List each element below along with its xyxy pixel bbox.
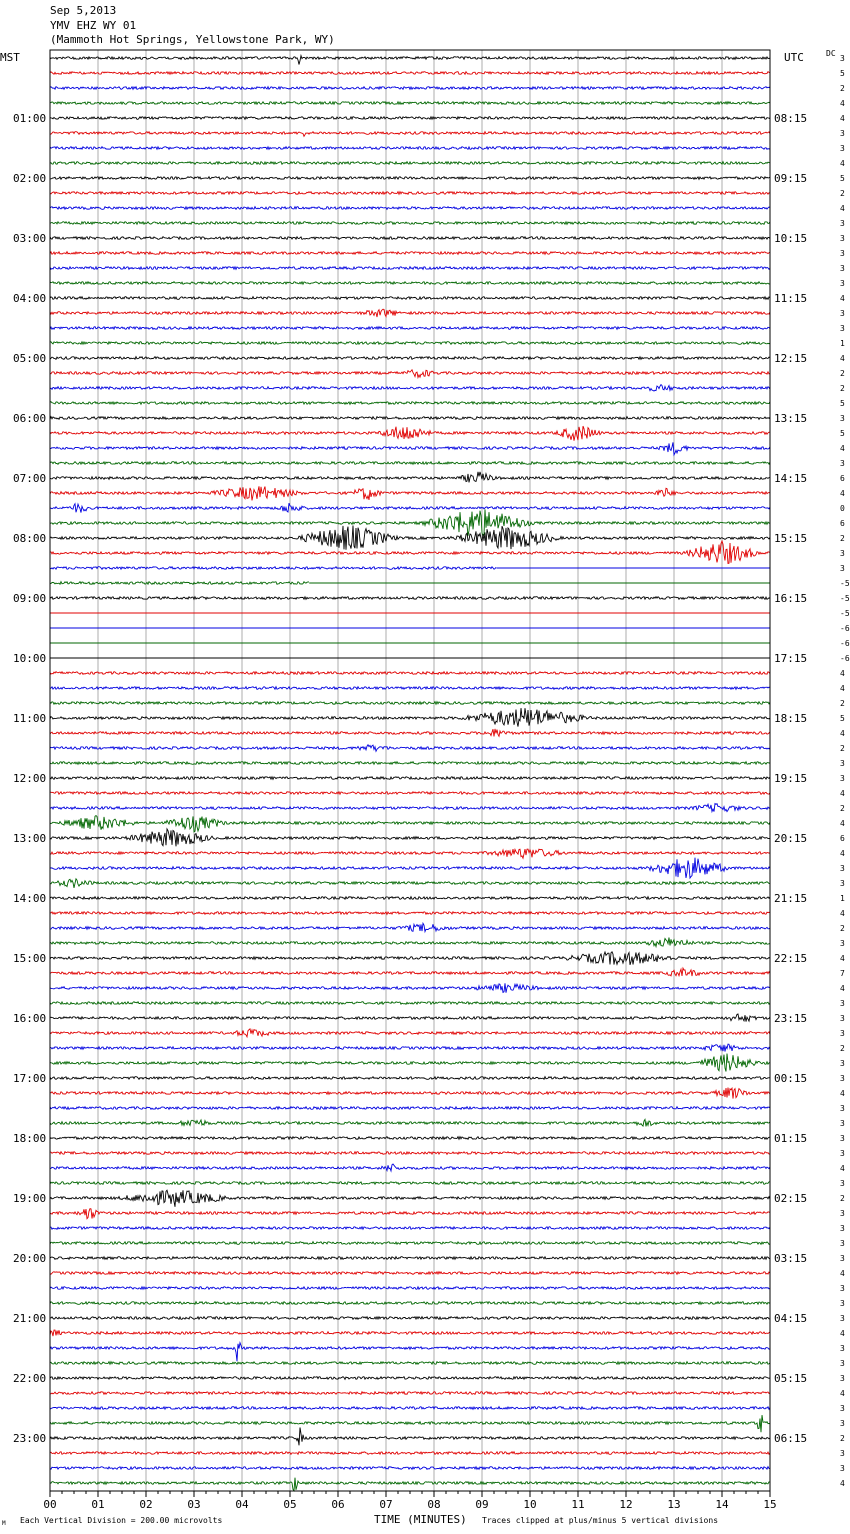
x-tick-label: 14 [715, 1498, 729, 1511]
right-hour-label: 11:15 [774, 292, 808, 305]
dc-offset-label: 3 [840, 564, 845, 573]
dc-offset-label: -5 [840, 594, 850, 603]
seismic-trace [50, 1002, 770, 1005]
dc-offset-label: -6 [840, 624, 850, 633]
left-hour-label: 21:00 [13, 1312, 47, 1325]
seismic-trace [50, 938, 770, 947]
seismic-trace [50, 297, 770, 300]
dc-offset-label: 3 [840, 759, 845, 768]
seismic-trace [50, 1190, 770, 1207]
dc-offset-label: 3 [840, 1149, 845, 1158]
right-hour-label: 04:15 [774, 1312, 808, 1325]
seismic-trace [50, 708, 770, 727]
dc-offset-label: 3 [840, 1179, 845, 1188]
dc-offset-label: 5 [840, 69, 845, 78]
seismic-trace [50, 923, 770, 931]
seismic-trace [50, 858, 770, 878]
left-hour-label: 23:00 [13, 1432, 47, 1445]
seismic-trace [50, 983, 770, 992]
left-hour-label: 19:00 [13, 1192, 47, 1205]
seismic-trace [50, 1137, 770, 1140]
left-hour-label: 22:00 [13, 1372, 47, 1385]
left-hour-label: 10:00 [13, 652, 47, 665]
dc-offset-label: 3 [840, 1374, 845, 1383]
dc-offset-label: 2 [840, 84, 845, 93]
dc-header-label: DC [826, 49, 836, 58]
seismic-trace [50, 526, 770, 550]
left-timezone-label: MST [0, 51, 20, 64]
seismic-trace [50, 762, 770, 765]
right-hour-label: 22:15 [774, 952, 808, 965]
dc-offset-label: 3 [840, 1239, 845, 1248]
seismic-trace [50, 357, 770, 360]
seismic-trace [50, 132, 770, 137]
seismic-trace [50, 72, 770, 75]
x-tick-label: 10 [523, 1498, 537, 1511]
dc-offset-label: 3 [840, 414, 845, 423]
dc-offset-label: 4 [840, 984, 845, 993]
dc-offset-label: 3 [840, 249, 845, 258]
dc-offset-label: 4 [840, 954, 845, 963]
dc-offset-label: 3 [840, 1419, 845, 1428]
left-hour-label: 13:00 [13, 832, 47, 845]
dc-offset-label: 3 [840, 144, 845, 153]
seismic-trace [50, 582, 309, 585]
dc-offset-label: 3 [840, 264, 845, 273]
dc-offset-label: 3 [840, 939, 845, 948]
seismic-trace [50, 541, 770, 563]
right-hour-label: 18:15 [774, 712, 808, 725]
seismic-trace [50, 1287, 770, 1290]
dc-offset-label: 2 [840, 1044, 845, 1053]
seismic-trace [50, 1054, 770, 1072]
seismic-trace [50, 897, 770, 900]
seismic-trace [50, 1343, 770, 1362]
left-hour-label: 02:00 [13, 172, 47, 185]
left-hour-label: 14:00 [13, 892, 47, 905]
dc-offset-label: 3 [840, 999, 845, 1008]
right-hour-label: 13:15 [774, 412, 808, 425]
seismic-trace [50, 402, 770, 405]
dc-offset-label: 3 [840, 1299, 845, 1308]
seismic-trace [50, 1242, 770, 1245]
dc-offset-label: 4 [840, 669, 845, 678]
seismic-trace [50, 729, 770, 737]
right-hour-label: 23:15 [774, 1012, 808, 1025]
corner-mark: M [2, 1520, 6, 1527]
seismic-trace [50, 702, 770, 705]
seismic-trace [50, 486, 770, 500]
seismic-trace [50, 879, 770, 888]
seismic-trace [50, 1407, 770, 1410]
dc-offset-label: 3 [840, 1464, 845, 1473]
x-tick-label: 04 [235, 1498, 249, 1511]
left-hour-label: 16:00 [13, 1012, 47, 1025]
seismic-trace [50, 385, 770, 392]
right-hour-label: 03:15 [774, 1252, 808, 1265]
dc-offset-label: 3 [840, 54, 845, 63]
right-hour-label: 15:15 [774, 532, 808, 545]
dc-offset-label: 3 [840, 309, 845, 318]
seismic-trace [50, 792, 770, 795]
seismic-trace [50, 370, 770, 378]
dc-offset-label: 3 [840, 459, 845, 468]
dc-offset-label: 3 [840, 1254, 845, 1263]
seismic-trace [50, 509, 770, 536]
division-note: Each Vertical Division = 200.00 microvolts [20, 1516, 223, 1525]
right-hour-label: 14:15 [774, 472, 808, 485]
dc-offset-label: 2 [840, 699, 845, 708]
seismic-trace [50, 327, 770, 330]
seismic-trace [50, 1119, 770, 1126]
seismic-trace [50, 1302, 770, 1305]
dc-offset-label: 3 [840, 774, 845, 783]
seismic-trace [50, 597, 770, 600]
left-hour-label: 04:00 [13, 292, 47, 305]
seismic-trace [50, 816, 770, 832]
seismic-trace [50, 1415, 770, 1432]
dc-offset-label: 5 [840, 174, 845, 183]
dc-offset-label: 4 [840, 819, 845, 828]
seismic-trace [50, 162, 770, 165]
seismic-trace [50, 1377, 770, 1380]
dc-offset-label: 4 [840, 1164, 845, 1173]
dc-offset-label: 4 [840, 204, 845, 213]
right-hour-label: 02:15 [774, 1192, 808, 1205]
seismic-trace [50, 1029, 770, 1037]
dc-offset-label: 5 [840, 714, 845, 723]
seismic-trace [50, 745, 770, 752]
seismic-trace [50, 252, 770, 255]
dc-offset-label: 1 [840, 339, 845, 348]
right-hour-label: 01:15 [774, 1132, 808, 1145]
seismic-trace [50, 1272, 770, 1275]
dc-offset-label: 4 [840, 849, 845, 858]
dc-offset-label: 2 [840, 534, 845, 543]
dc-offset-label: 3 [840, 129, 845, 138]
left-hour-label: 07:00 [13, 472, 47, 485]
dc-offset-label: 4 [840, 444, 845, 453]
seismic-trace [50, 472, 770, 483]
dc-offset-label: 3 [840, 1359, 845, 1368]
right-hour-label: 08:15 [774, 112, 808, 125]
seismic-trace [50, 1467, 770, 1470]
seismic-trace [50, 1330, 770, 1336]
dc-offset-label: -5 [840, 579, 850, 588]
seismic-trace [50, 309, 770, 317]
dc-offset-label: 4 [840, 789, 845, 798]
x-axis-ticks [43, 1491, 776, 1511]
dc-offset-label: 3 [840, 1029, 845, 1038]
left-hour-label: 01:00 [13, 112, 47, 125]
dc-offset-label: 3 [840, 549, 845, 558]
x-tick-label: 07 [379, 1498, 393, 1511]
seismic-trace [50, 1317, 770, 1320]
right-hour-label: 17:15 [774, 652, 808, 665]
right-hour-label: 20:15 [774, 832, 808, 845]
dc-offset-label: 4 [840, 1089, 845, 1098]
date-title: Sep 5,2013 [50, 4, 117, 17]
dc-offset-label: 5 [840, 399, 845, 408]
dc-offset-label: 3 [840, 1119, 845, 1128]
seismic-trace [50, 282, 770, 285]
dc-offset-label: 3 [840, 1134, 845, 1143]
right-hour-label: 00:15 [774, 1072, 808, 1085]
left-hour-label: 09:00 [13, 592, 47, 605]
seismic-trace [50, 1014, 770, 1022]
x-tick-label: 15 [763, 1498, 777, 1511]
dc-offset-label: 4 [840, 99, 845, 108]
left-hour-label: 18:00 [13, 1132, 47, 1145]
right-hour-label: 19:15 [774, 772, 808, 785]
seismic-trace [50, 1209, 770, 1219]
seismic-trace [50, 1077, 770, 1080]
seismic-trace [50, 952, 770, 965]
station-code: YMV EHZ WY 01 [50, 18, 137, 32]
dc-offset-label: 4 [840, 1269, 845, 1278]
seismic-trace [50, 567, 496, 570]
dc-offset-label: 3 [840, 1209, 845, 1218]
x-tick-label: 03 [187, 1498, 201, 1511]
left-hour-label: 06:00 [13, 412, 47, 425]
seismic-trace [50, 687, 770, 690]
seismic-trace [50, 1107, 770, 1110]
left-hour-label: 15:00 [13, 952, 47, 965]
dc-offset-label: 4 [840, 489, 845, 498]
seismic-trace [50, 1227, 770, 1230]
dc-offset-label: 2 [840, 804, 845, 813]
seismic-trace [50, 1478, 770, 1491]
right-hour-label: 05:15 [774, 1372, 808, 1385]
seismic-trace [50, 1452, 770, 1455]
seismic-trace [50, 829, 770, 846]
dc-offset-label: 3 [840, 864, 845, 873]
seismic-trace [50, 1392, 770, 1395]
seismic-trace [50, 1428, 770, 1446]
dc-offset-label: -5 [840, 609, 850, 618]
dc-offset-label: 4 [840, 294, 845, 303]
x-tick-label: 01 [91, 1498, 105, 1511]
dc-offset-label: 7 [840, 969, 845, 978]
dc-offset-label: 4 [840, 1389, 845, 1398]
dc-offset-label: 6 [840, 834, 845, 843]
seismic-trace [50, 177, 770, 180]
dc-offset-label: 4 [840, 1329, 845, 1338]
dc-offset-label: 4 [840, 159, 845, 168]
dc-offset-label: 4 [840, 729, 845, 738]
left-hour-label: 20:00 [13, 1252, 47, 1265]
x-tick-label: 08 [427, 1498, 441, 1511]
seismic-trace [50, 417, 770, 420]
seismic-trace [50, 147, 770, 150]
dc-offset-label: 3 [840, 1014, 845, 1023]
station-location: (Mammoth Hot Springs, Yellowstone Park, WY) [50, 33, 335, 46]
dc-offset-label: 2 [840, 369, 845, 378]
right-timezone-label: UTC [784, 51, 804, 64]
dc-offset-label: 4 [840, 684, 845, 693]
x-tick-label: 13 [667, 1498, 681, 1511]
seismic-trace [50, 1152, 770, 1155]
seismic-trace [50, 1044, 770, 1051]
dc-offset-label: 3 [840, 234, 845, 243]
x-tick-label: 09 [475, 1498, 489, 1511]
x-tick-label: 12 [619, 1498, 633, 1511]
seismic-trace [50, 442, 770, 455]
trace-group [50, 56, 770, 1491]
x-tick-label: 02 [139, 1498, 153, 1511]
seismic-trace [50, 342, 770, 345]
dc-offset-label: 3 [840, 279, 845, 288]
x-tick-label: 05 [283, 1498, 297, 1511]
x-tick-label: 06 [331, 1498, 345, 1511]
seismic-trace [50, 102, 770, 105]
dc-offset-label: 6 [840, 519, 845, 528]
dc-offset-label: 3 [840, 1314, 845, 1323]
dc-offset-label: 2 [840, 1434, 845, 1443]
seismic-trace [50, 1257, 770, 1260]
dc-offset-label: -6 [840, 654, 850, 663]
dc-offset-label: 3 [840, 1404, 845, 1413]
right-hour-label: 16:15 [774, 592, 808, 605]
left-hour-label: 11:00 [13, 712, 47, 725]
seismic-trace [50, 56, 770, 65]
x-tick-label: 11 [571, 1498, 585, 1511]
clip-note: Traces clipped at plus/minus 5 vertical divisions [482, 1516, 719, 1525]
dc-offset-label: 4 [840, 1479, 845, 1488]
right-hour-label: 09:15 [774, 172, 808, 185]
right-hour-label: 12:15 [774, 352, 808, 365]
seismic-trace [50, 192, 770, 195]
seismic-trace [50, 804, 770, 812]
seismic-trace [50, 207, 770, 210]
seismic-trace [50, 968, 770, 976]
dc-offset-label: 3 [840, 1104, 845, 1113]
dc-offset-label: 4 [840, 354, 845, 363]
seismic-trace [50, 267, 770, 270]
seismic-trace [50, 1182, 770, 1185]
right-hour-label: 10:15 [774, 232, 808, 245]
dc-offset-label: 4 [840, 114, 845, 123]
dc-offset-label: 3 [840, 1284, 845, 1293]
dc-offset-label: 1 [840, 894, 845, 903]
x-tick-label: 00 [43, 1498, 57, 1511]
dc-offset-label: 2 [840, 1194, 845, 1203]
left-hour-label: 05:00 [13, 352, 47, 365]
seismic-trace [50, 849, 770, 858]
dc-offset-label: 3 [840, 219, 845, 228]
dc-offset-label: 2 [840, 384, 845, 393]
dc-offset-label: 4 [840, 909, 845, 918]
dc-offset-label: 2 [840, 924, 845, 933]
dc-offset-label: 3 [840, 879, 845, 888]
dc-offset-label: 2 [840, 189, 845, 198]
seismic-trace [50, 503, 770, 512]
x-axis-label: TIME (MINUTES) [374, 1513, 467, 1526]
dc-offset-label: 3 [840, 1344, 845, 1353]
seismic-trace [50, 1088, 770, 1099]
dc-offset-label: 3 [840, 1224, 845, 1233]
seismic-trace [50, 672, 770, 675]
seismic-trace [50, 777, 770, 780]
seismic-trace [50, 117, 770, 120]
seismic-trace [50, 462, 770, 465]
seismic-trace [50, 87, 770, 90]
seismic-trace [50, 426, 770, 441]
left-hour-label: 03:00 [13, 232, 47, 245]
dc-offset-label: 3 [840, 1059, 845, 1068]
dc-offset-label: 3 [840, 324, 845, 333]
dc-offset-label: 3 [840, 1074, 845, 1083]
left-hour-label: 08:00 [13, 532, 47, 545]
dc-offset-label: -6 [840, 639, 850, 648]
left-hour-label: 12:00 [13, 772, 47, 785]
right-hour-label: 21:15 [774, 892, 808, 905]
seismic-trace [50, 222, 770, 225]
dc-offset-label: 5 [840, 429, 845, 438]
seismic-trace [50, 1362, 770, 1365]
dc-offset-label: 0 [840, 504, 845, 513]
dc-offset-label: 2 [840, 744, 845, 753]
dc-offset-label: 6 [840, 474, 845, 483]
seismic-trace [50, 912, 770, 915]
seismic-trace [50, 1164, 770, 1171]
right-hour-label: 06:15 [774, 1432, 808, 1445]
seismic-trace [50, 237, 770, 240]
dc-offset-label: 3 [840, 1449, 845, 1458]
left-hour-label: 17:00 [13, 1072, 47, 1085]
